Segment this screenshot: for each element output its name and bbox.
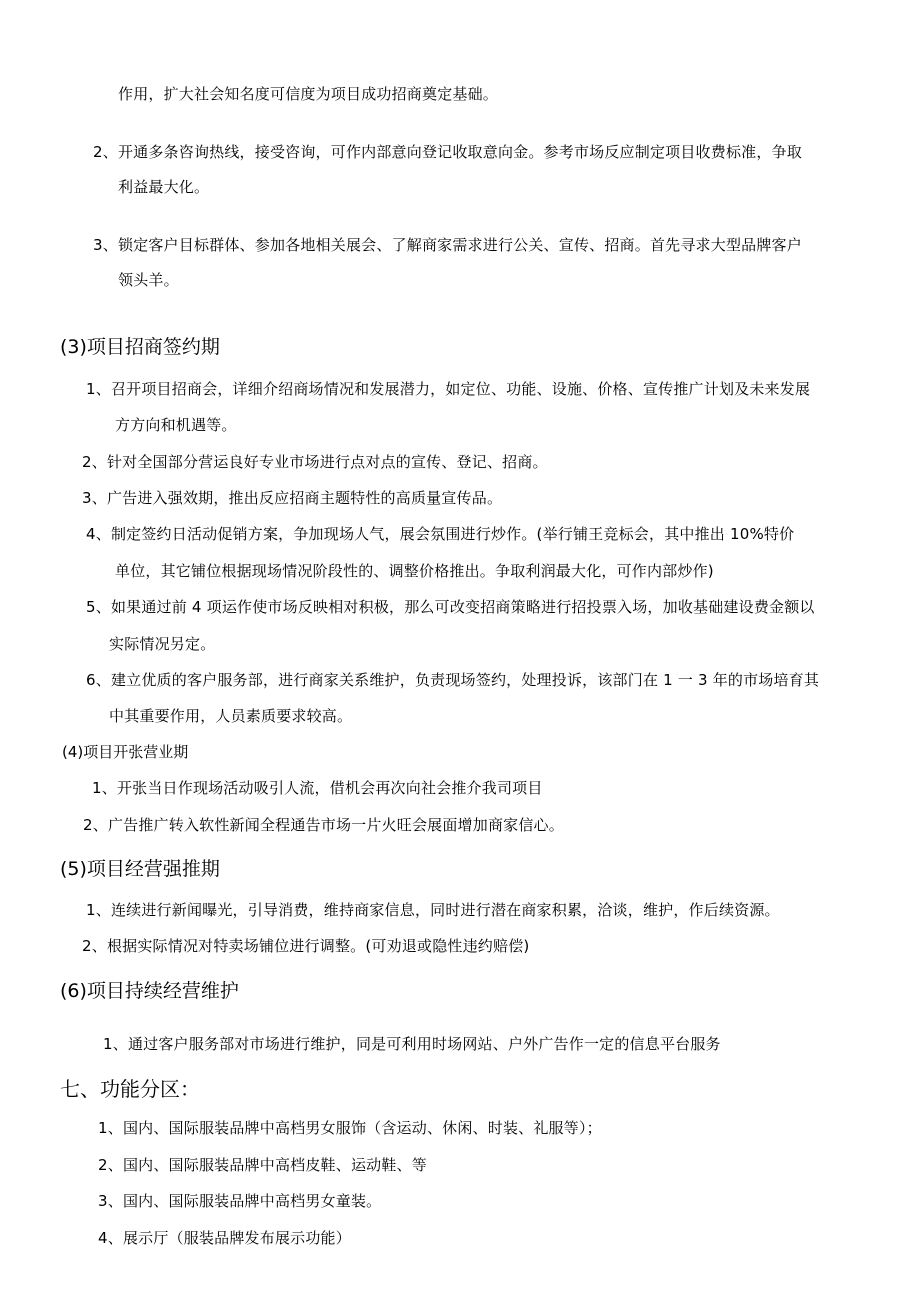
list-item: 2、国内、国际服装品牌中高档皮鞋、运动鞋、等 xyxy=(98,1156,427,1174)
list-item: 1、通过客户服务部对市场进行维护，同是可利用时场网站、户外广告作一定的信息平台服务 xyxy=(103,1035,721,1053)
list-item-continuation: 利益最大化。 xyxy=(118,178,210,196)
section-heading: (6)项目持续经营维护 xyxy=(60,980,239,1002)
section-heading: 七、功能分区： xyxy=(60,1077,200,1101)
list-item-continuation: 单位，其它铺位根据现场情况阶段性的、调整价格推出。争取利润最大化，可作内部炒作) xyxy=(115,562,714,580)
paragraph-line: 作用，扩大社会知名度可信度为项目成功招商奠定基础。 xyxy=(118,85,499,103)
list-item: 1、连续进行新闻曝光，引导消费，维持商家信息，同时进行潜在商家积累，洽谈，维护，作后续资源。 xyxy=(86,901,780,919)
section-heading: (5)项目经营强推期 xyxy=(60,858,220,880)
list-item-continuation: 实际情况另定。 xyxy=(109,635,216,653)
list-item: 3、锁定客户目标群体、参加各地相关展会、了解商家需求进行公关、宣传、招商。首先寻求大型品牌客户 xyxy=(93,236,802,254)
list-item-continuation: 方方向和机遇等。 xyxy=(115,416,237,434)
list-item: 1、召开项目招商会，详细介绍商场情况和发展潜力，如定位、功能、设施、价格、宣传推广计划及未来发展 xyxy=(86,380,811,398)
list-item: 2、针对全国部分营运良好专业市场进行点对点的宣传、登记、招商。 xyxy=(82,453,548,471)
list-item: 6、建立优质的客户服务部，进行商家关系维护，负责现场签约，处理投诉，该部门在 1 一 3 年的市场培育其 xyxy=(86,671,820,689)
list-item: 2、广告推广转入软性新闻全程通告市场一片火旺会展面增加商家信心。 xyxy=(83,816,564,834)
section-heading: (4)项目开张营业期 xyxy=(62,743,189,761)
list-item: 4、展示厅（服装品牌发布展示功能） xyxy=(98,1229,351,1247)
list-item: 2、根据实际情况对特卖场铺位进行调整。(可劝退或隐性违约赔偿) xyxy=(82,937,530,955)
list-item: 2、开通多条咨询热线，接受咨询，可作内部意向登记收取意向金。参考市场反应制定项目收费标准，争取 xyxy=(93,143,802,161)
list-item: 1、国内、国际服装品牌中高档男女服饰（含运动、休闲、时装、礼服等）； xyxy=(98,1119,602,1137)
list-item: 3、广告进入强效期，推出反应招商主题特性的高质量宣传品。 xyxy=(82,489,503,507)
list-item: 4、制定签约日活动促销方案，争加现场人气，展会氛围进行炒作。(举行铺王竞标会，其中推出 10%特价 xyxy=(86,525,795,543)
list-item-continuation: 中其重要作用，人员素质要求较高。 xyxy=(109,707,353,725)
list-item: 5、如果通过前 4 项运作使市场反映相对积极，那么可改变招商策略进行招投票入场，加收基础建设费金额以 xyxy=(86,598,815,616)
section-heading: (3)项目招商签约期 xyxy=(60,336,220,358)
list-item: 1、开张当日作现场活动吸引人流，借机会再次向社会推介我司项目 xyxy=(92,779,543,797)
list-item-continuation: 领头羊。 xyxy=(118,271,179,289)
list-item: 3、国内、国际服装品牌中高档男女童装。 xyxy=(98,1192,382,1210)
